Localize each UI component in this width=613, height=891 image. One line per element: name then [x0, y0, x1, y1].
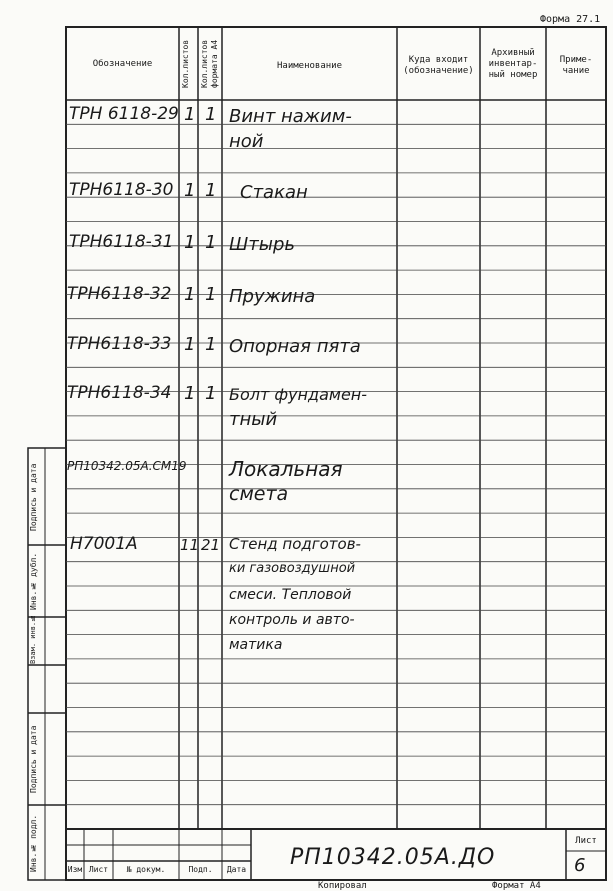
row-6-sheets: 1	[184, 383, 196, 404]
stamp-label-doc-no: № докум.	[126, 865, 166, 874]
row-3-sheets: 1	[184, 232, 196, 253]
side-label-dup-inv: Инв.№ дубл.	[29, 552, 38, 611]
footer-format: Формат А4	[492, 881, 541, 891]
row-7-name-line-1: Локальная	[229, 457, 343, 481]
row-7-name-line-2: смета	[229, 483, 289, 505]
row-8-designation: Н7001А	[70, 534, 138, 554]
row-7-designation: РП10342.05А.СМ19	[67, 459, 187, 473]
row-4-a4: 1	[205, 284, 217, 305]
row-1-designation: ТРН 6118-29	[69, 104, 179, 124]
row-2-sheets: 1	[184, 180, 196, 201]
row-4-sheets: 1	[184, 284, 196, 305]
row-5-sheets: 1	[184, 334, 196, 355]
row-1-a4: 1	[205, 104, 217, 125]
stamp-label-signature: Подп.	[188, 865, 213, 874]
row-8-a4: 21	[201, 536, 221, 554]
stamp-sheet-number: 6	[574, 855, 586, 876]
header-note: Приме- чание	[559, 55, 593, 76]
row-2-designation: ТРН6118-30	[69, 180, 174, 200]
row-8-name-line-4: контроль и авто-	[229, 612, 355, 628]
row-8-sheets: 11	[180, 536, 200, 554]
row-2-a4: 1	[205, 180, 217, 201]
side-label-signature-date-2: Подпись и дата	[29, 725, 38, 794]
header-destination: Куда входит (обозначение)	[403, 55, 474, 76]
row-5-a4: 1	[205, 334, 217, 355]
side-label-replace-inv: Взам. инв.№	[29, 613, 37, 664]
stamp-label-sheet: Лист	[88, 865, 109, 874]
row-4-designation: ТРН6118-32	[67, 284, 172, 304]
side-label-signature-date-1: Подпись и дата	[29, 463, 38, 531]
row-6-a4: 1	[205, 383, 217, 404]
row-6-name-line-2: тный	[229, 409, 278, 430]
stamp-sheet-label: Лист	[575, 836, 597, 846]
row-8-name-line-5: матика	[229, 637, 283, 653]
row-3-a4: 1	[205, 232, 217, 253]
row-1-sheets: 1	[184, 104, 196, 125]
header-name: Наименование	[276, 61, 343, 71]
header-designation: Обозначение	[92, 59, 153, 69]
form-label: Форма 27.1	[540, 14, 601, 25]
row-6-designation: ТРН6118-34	[67, 383, 172, 403]
header-sheets-count: Кол.листов	[181, 39, 190, 89]
row-8-name-line-2: ки газовоздушной	[229, 561, 356, 576]
header-sheets-a4: Кол.листов формата А4	[200, 39, 219, 89]
row-5-name: Опорная пята	[229, 336, 361, 357]
row-8-name-line-3: смеси. Тепловой	[229, 587, 352, 603]
row-3-designation: ТРН6118-31	[69, 232, 174, 252]
footer-copied: Копировал	[318, 881, 367, 891]
row-3-name: Штырь	[229, 234, 295, 255]
header-archive: Архивный инвентар- ный номер	[488, 48, 538, 80]
side-label-original-inv: Инв.№ подл.	[29, 814, 38, 872]
row-1-name-line-1: Винт нажим-	[229, 106, 352, 127]
row-1-name-line-2: ной	[229, 131, 264, 152]
row-4-name: Пружина	[229, 286, 316, 307]
stamp-label-date: Дата	[226, 865, 247, 874]
stamp-label-change: Изм	[67, 865, 83, 874]
stamp-doc-code: РП10342.05А.ДО	[290, 845, 496, 870]
row-2-name: Стакан	[240, 182, 308, 203]
row-5-designation: ТРН6118-33	[67, 334, 172, 354]
row-8-name-line-1: Стенд подготов-	[229, 535, 361, 553]
row-6-name-line-1: Болт фундамен-	[229, 385, 368, 404]
